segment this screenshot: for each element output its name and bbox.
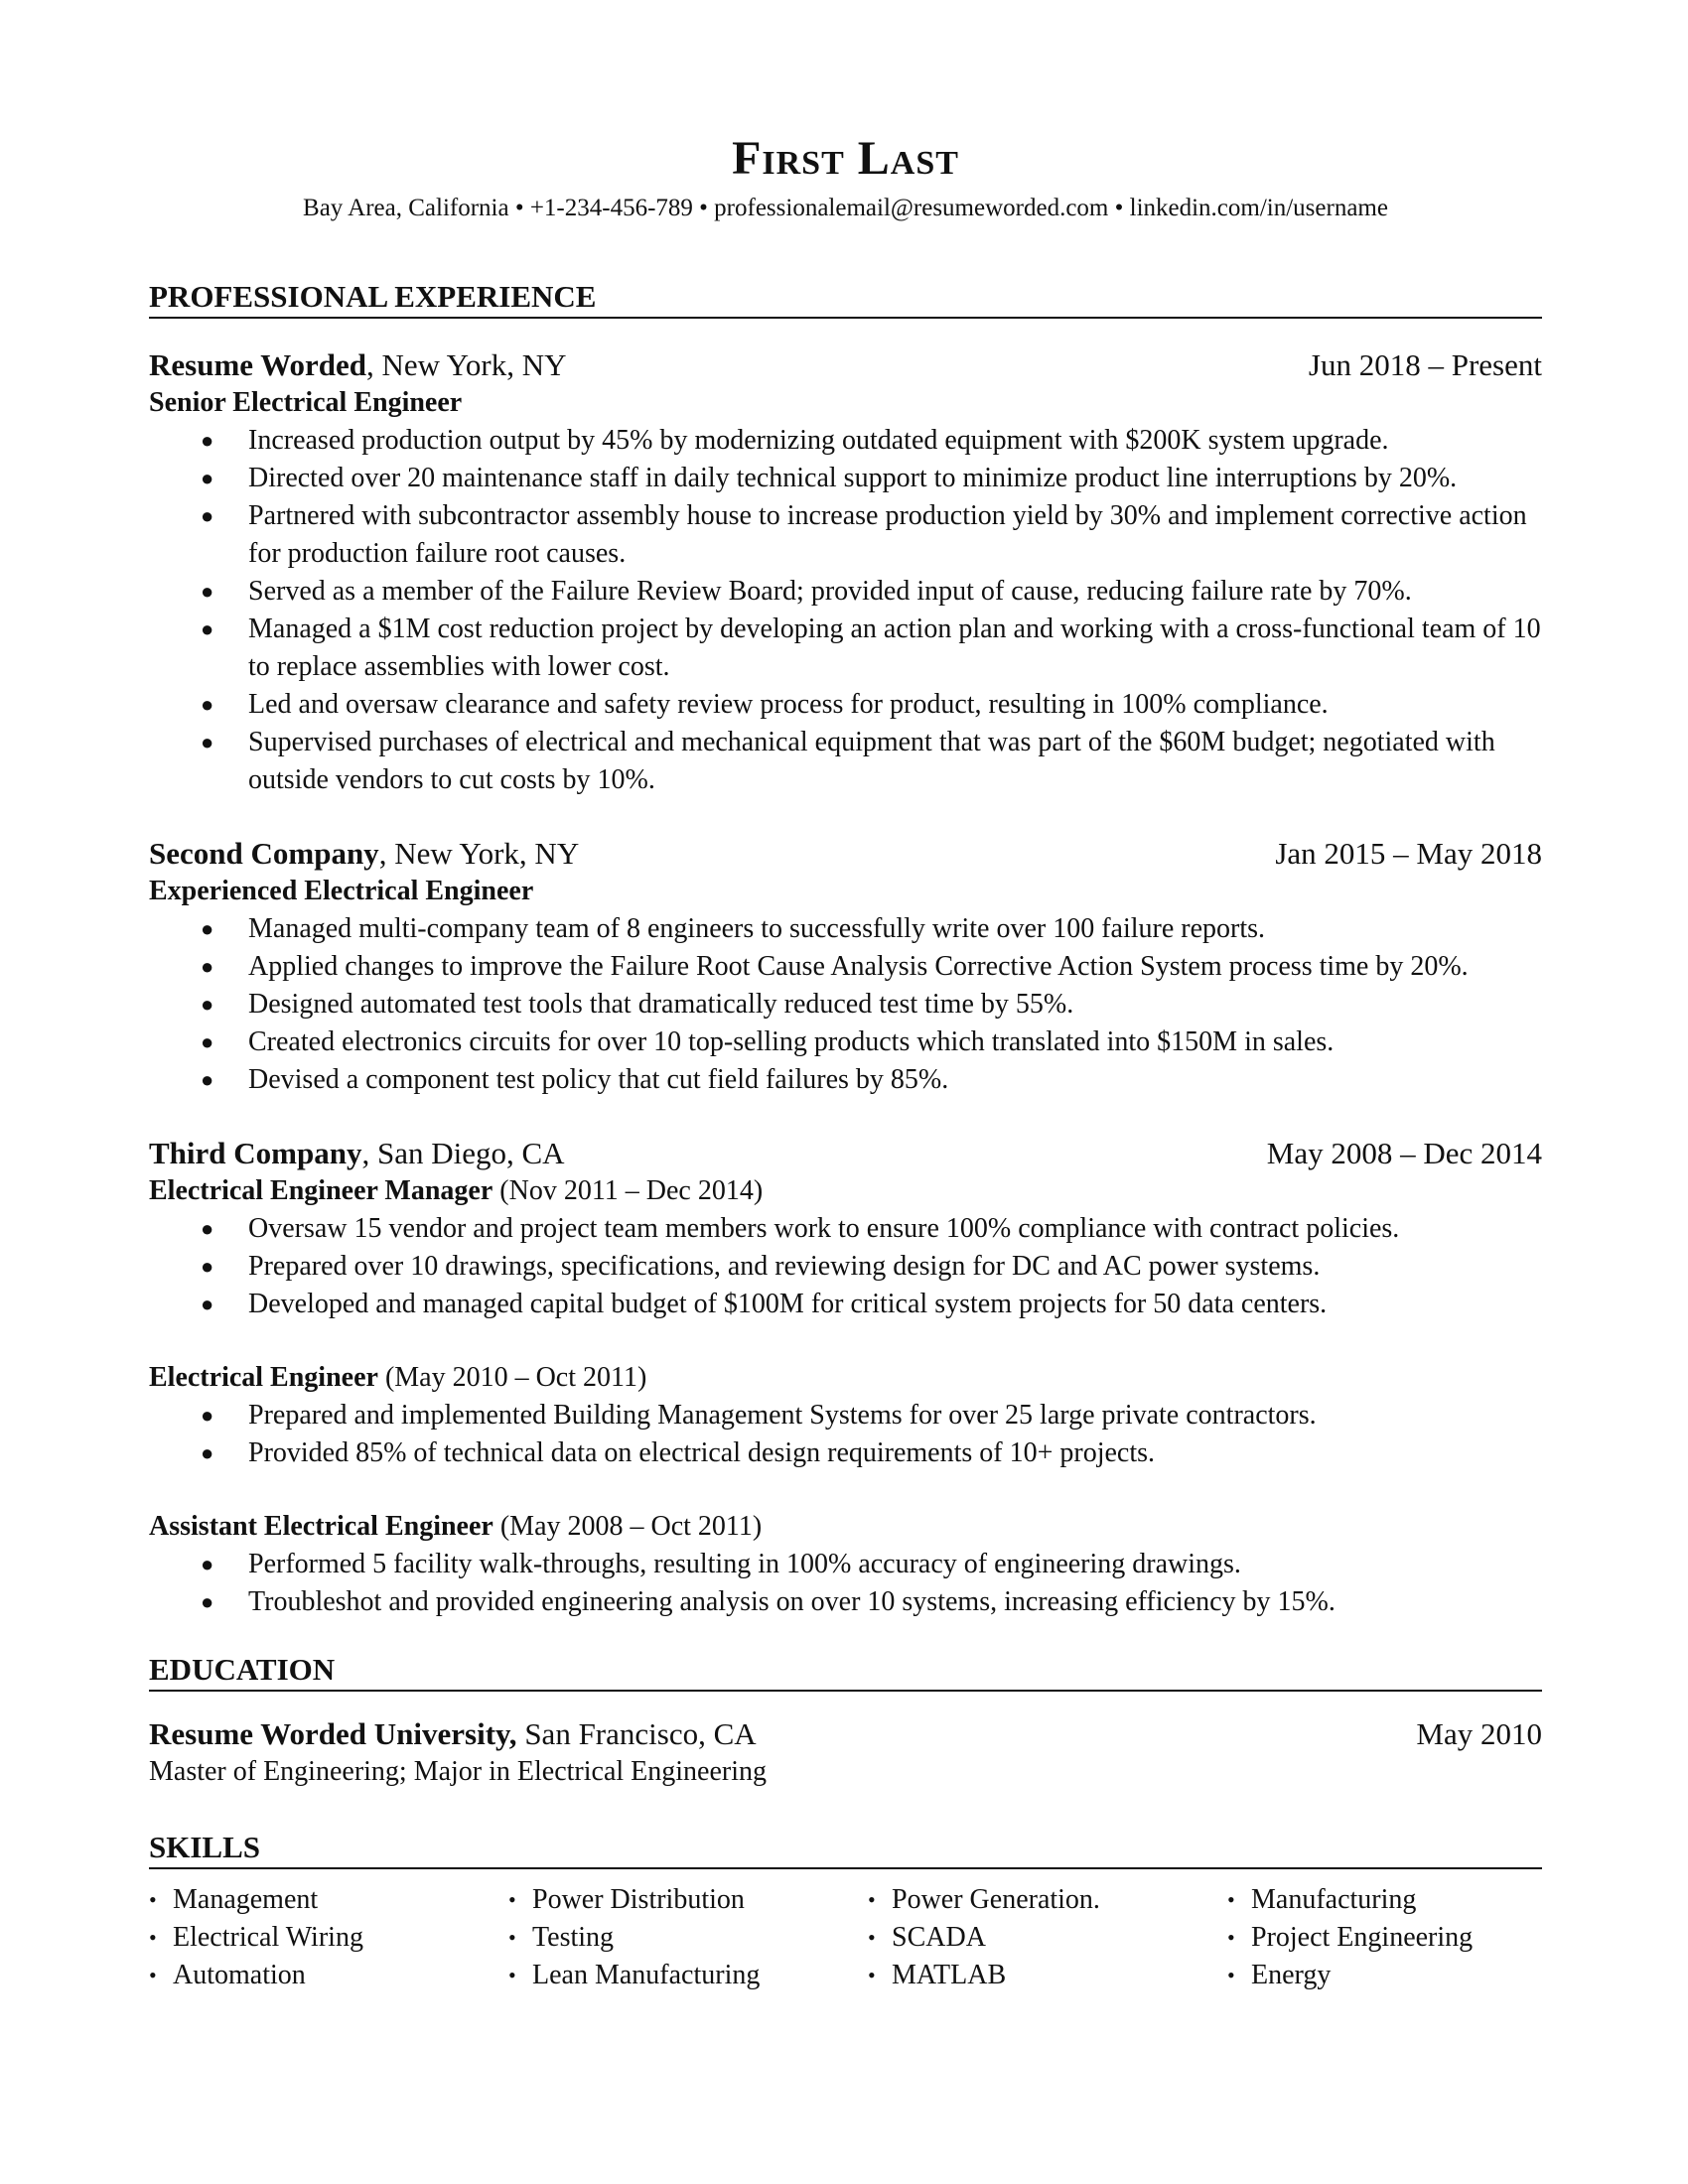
bullet-icon: •	[868, 1925, 876, 1950]
list-item: ● Performed 5 facility walk-throughs, resulting in 100% accuracy of engineering drawings.	[149, 1546, 1542, 1583]
candidate-name: First Last	[732, 132, 959, 185]
bullet-icon: ●	[201, 428, 214, 453]
education-entry	[149, 1715, 1542, 1791]
role-header	[149, 1508, 1542, 1546]
resume-page	[149, 119, 1542, 1994]
job-dates: May 2008 – Dec 2014	[1266, 1136, 1542, 1170]
company-name: Resume Worded	[149, 347, 367, 382]
section-title-skills: SKILLS	[149, 1829, 1542, 1869]
skill-item: • Power Distribution	[508, 1881, 868, 1919]
job-header	[149, 835, 1542, 873]
list-item: ● Managed multi-company team of 8 engineers to successfully write over 100 failure reports.	[149, 910, 1542, 948]
section-title-experience: PROFESSIONAL EXPERIENCE	[149, 278, 1542, 319]
job-entry	[149, 346, 1542, 799]
section-title-education: EDUCATION	[149, 1651, 1542, 1692]
bullet-icon: ●	[201, 1029, 214, 1054]
job-entry	[149, 835, 1542, 1099]
list-item: ● Applied changes to improve the Failure Root Cause Analysis Corrective Action System process time by 20%.	[149, 948, 1542, 986]
skill-item: • Project Engineering	[1227, 1919, 1542, 1957]
list-item: ● Prepared and implemented Building Management Systems for over 25 large private contractors.	[149, 1397, 1542, 1434]
bullet-list	[149, 1546, 1542, 1621]
list-item: ● Provided 85% of technical data on electrical design requirements of 10+ projects.	[149, 1434, 1542, 1472]
role-period: (Nov 2011 – Dec 2014)	[492, 1175, 764, 1206]
bullet-icon: •	[1227, 1887, 1235, 1912]
bullet-icon: ●	[201, 503, 214, 528]
list-item: ● Prepared over 10 drawings, specifications, and reviewing design for DC and AC power systems.	[149, 1248, 1542, 1286]
skills-grid	[149, 1881, 1542, 1994]
school-name: Resume Worded University,	[149, 1716, 517, 1751]
role-entry	[149, 1359, 1542, 1472]
role-period: (May 2008 – Oct 2011)	[492, 1511, 763, 1542]
bullet-icon: ●	[201, 579, 214, 604]
bullet-icon: •	[508, 1887, 516, 1912]
list-item: ● Troubleshot and provided engineering analysis on over 10 systems, increasing efficiency by 15%.	[149, 1583, 1542, 1621]
role-period: (May 2010 – Oct 2011)	[377, 1362, 647, 1393]
skill-item: • Lean Manufacturing	[508, 1957, 868, 1994]
bullet-icon: •	[149, 1925, 157, 1950]
job-title: Assistant Electrical Engineer	[149, 1511, 493, 1542]
list-item: ● Created electronics circuits for over 10 top-selling products which translated into $150M in sales.	[149, 1024, 1542, 1061]
bullet-icon: ●	[201, 916, 214, 941]
bullet-icon: •	[868, 1963, 876, 1987]
job-dates: Jan 2015 – May 2018	[1275, 836, 1542, 871]
education-date: May 2010	[1416, 1716, 1542, 1751]
bullet-icon: ●	[201, 730, 214, 754]
bullet-icon: ●	[201, 466, 214, 490]
job-entry	[149, 1135, 1542, 1621]
bullet-icon: ●	[201, 1403, 214, 1428]
company-location: , New York, NY	[366, 347, 567, 382]
education-header	[149, 1715, 1542, 1753]
bullet-icon: •	[868, 1887, 876, 1912]
list-item: ● Oversaw 15 vendor and project team members work to ensure 100% compliance with contract policies.	[149, 1210, 1542, 1248]
role-header	[149, 1359, 1542, 1397]
list-item: ● Led and oversaw clearance and safety review process for product, resulting in 100% compliance.	[149, 686, 1542, 724]
bullet-icon: ●	[201, 1292, 214, 1316]
job-dates: Jun 2018 – Present	[1308, 347, 1542, 382]
skills-column	[508, 1881, 868, 1994]
bullet-list	[149, 1210, 1542, 1323]
bullet-icon: •	[1227, 1925, 1235, 1950]
skills-column	[1227, 1881, 1542, 1994]
bullet-icon: ●	[201, 616, 214, 641]
job-header	[149, 1135, 1542, 1172]
bullet-icon: ●	[201, 1440, 214, 1465]
degree: Master of Engineering; Major in Electrical Engineering	[149, 1756, 768, 1787]
skill-item: • Electrical Wiring	[149, 1919, 508, 1957]
bullet-list	[149, 910, 1542, 1099]
job-title: Senior Electrical Engineer	[149, 387, 463, 418]
skill-item: • Automation	[149, 1957, 508, 1994]
company-name: Third Company	[149, 1136, 362, 1170]
list-item: ● Increased production output by 45% by modernizing outdated equipment with $200K system upgrade.	[149, 422, 1542, 460]
bullet-icon: ●	[201, 954, 214, 979]
bullet-icon: ●	[201, 992, 214, 1017]
list-item: ● Developed and managed capital budget of $100M for critical system projects for 50 data centers.	[149, 1286, 1542, 1323]
job-title: Electrical Engineer Manager	[149, 1175, 493, 1206]
bullet-icon: •	[149, 1963, 157, 1987]
skill-item: • Management	[149, 1881, 508, 1919]
bullet-icon: •	[1227, 1963, 1235, 1987]
skills-column	[868, 1881, 1227, 1994]
bullet-icon: ●	[201, 1552, 214, 1576]
list-item: ● Partnered with subcontractor assembly house to increase production yield by 30% and implement corrective action for production failure root causes.	[149, 497, 1542, 573]
list-item: ● Designed automated test tools that dramatically reduced test time by 55%.	[149, 986, 1542, 1024]
bullet-icon: ●	[201, 1254, 214, 1279]
skill-item: • SCADA	[868, 1919, 1227, 1957]
list-item: ● Devised a component test policy that cut field failures by 85%.	[149, 1061, 1542, 1099]
role-header	[149, 1172, 1542, 1210]
skill-item: • Testing	[508, 1919, 868, 1957]
list-item: ● Managed a $1M cost reduction project by developing an action plan and working with a cross-functional team of 10 to replace assemblies with lower cost.	[149, 611, 1542, 686]
job-title: Electrical Engineer	[149, 1362, 378, 1393]
job-title: Experienced Electrical Engineer	[149, 876, 534, 906]
bullet-list	[149, 422, 1542, 799]
skill-item: • Energy	[1227, 1957, 1542, 1994]
bullet-icon: ●	[201, 1216, 214, 1241]
role-entry	[149, 1508, 1542, 1621]
bullet-icon: •	[508, 1925, 516, 1950]
skill-item: • Power Generation.	[868, 1881, 1227, 1919]
list-item: ● Supervised purchases of electrical and mechanical equipment that was part of the $60M budget; negotiated with outside vendors to cut costs by 10%.	[149, 724, 1542, 799]
bullet-icon: ●	[201, 692, 214, 717]
school-location: San Francisco, CA	[516, 1716, 757, 1751]
company-location: , New York, NY	[378, 836, 580, 871]
job-header	[149, 346, 1542, 384]
skills-column	[149, 1881, 508, 1994]
company-name: Second Company	[149, 836, 379, 871]
bullet-icon: •	[508, 1963, 516, 1987]
skill-item: • Manufacturing	[1227, 1881, 1542, 1919]
bullet-icon: ●	[201, 1067, 214, 1092]
bullet-list	[149, 1397, 1542, 1472]
company-location: , San Diego, CA	[361, 1136, 565, 1170]
skill-item: • MATLAB	[868, 1957, 1227, 1994]
list-item: ● Served as a member of the Failure Review Board; provided input of cause, reducing failure rate by 70%.	[149, 573, 1542, 611]
bullet-icon: ●	[201, 1589, 214, 1614]
list-item: ● Directed over 20 maintenance staff in daily technical support to minimize product line interruptions by 20%.	[149, 460, 1542, 497]
contact-line: Bay Area, California • +1-234-456-789 • professionalemail@resumeworded.com • linkedin.com/in/username	[303, 195, 1388, 221]
bullet-icon: •	[149, 1887, 157, 1912]
